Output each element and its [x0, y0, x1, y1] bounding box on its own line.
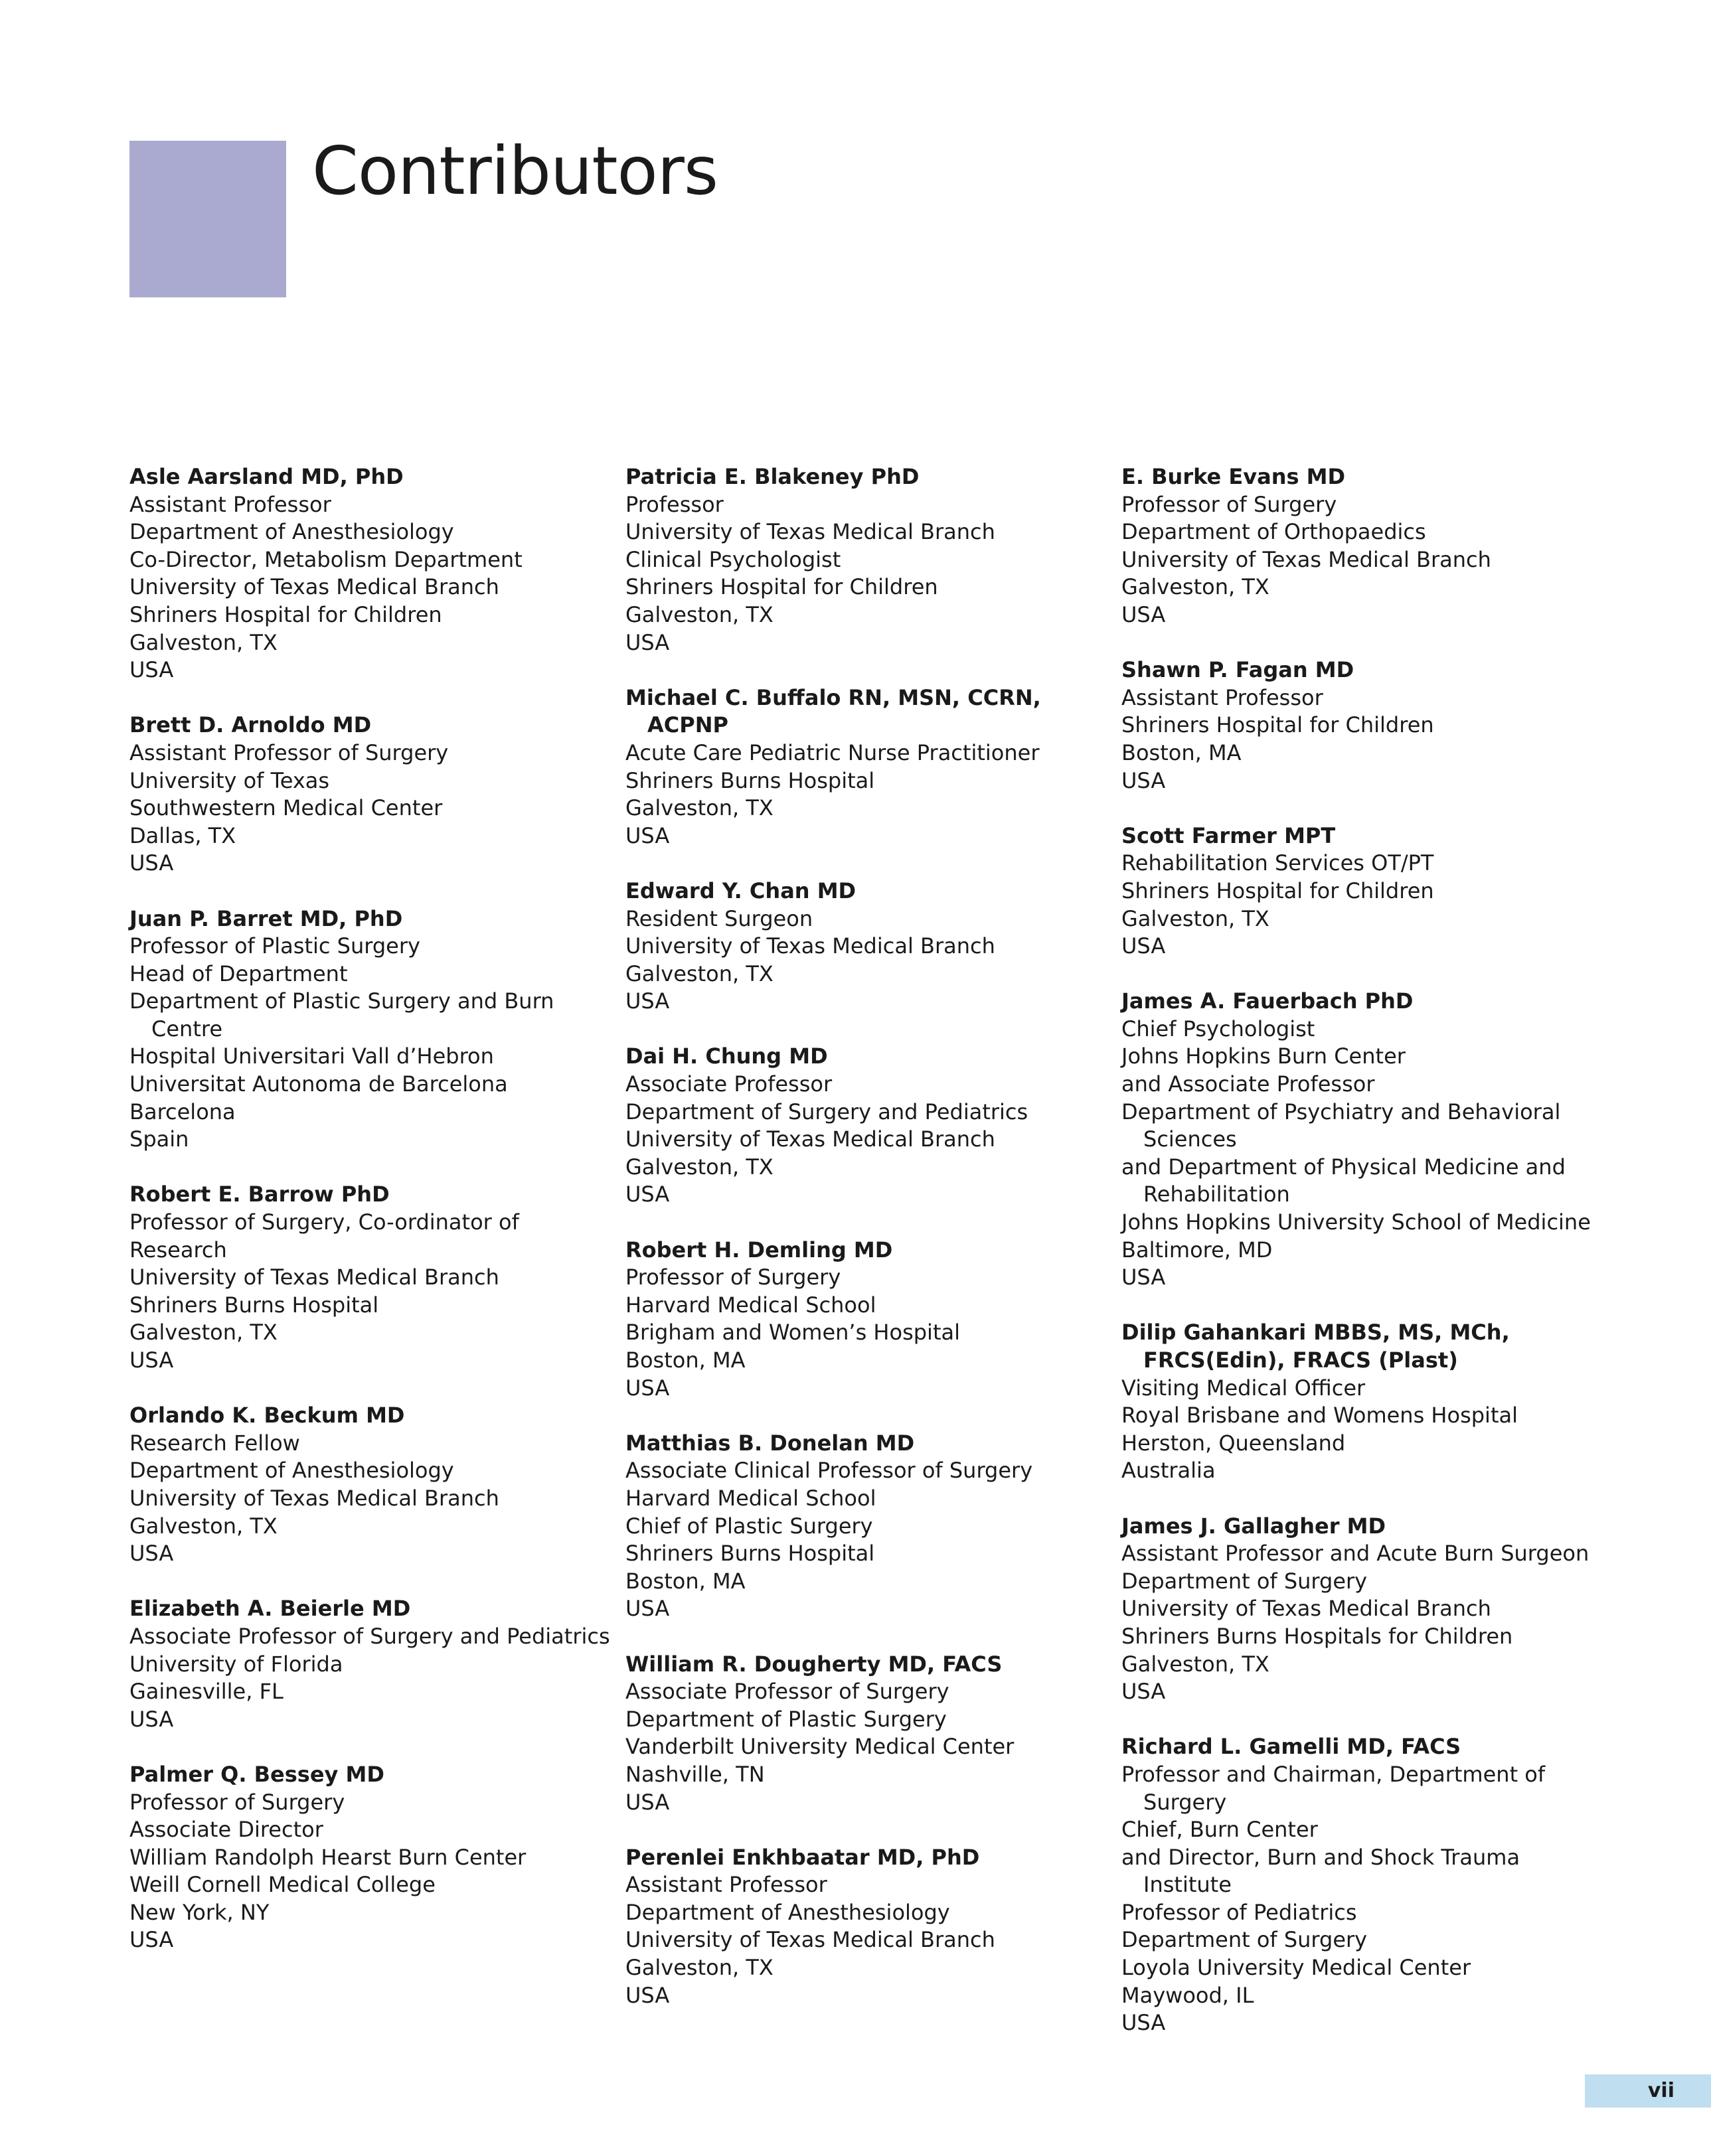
- affiliation-line: Johns Hopkins University School of Medicine: [1121, 1209, 1591, 1235]
- affiliation-line: Professor: [625, 491, 724, 517]
- contributor-name: Juan P. Barret MD, PhD: [129, 905, 403, 931]
- contributor-entry: [1121, 1319, 1626, 1485]
- affiliation-line: and Associate Professor: [1121, 1071, 1375, 1097]
- affiliation-line: Clinical Psychologist: [625, 546, 841, 572]
- affiliation-line: Southwestern Medical Center: [129, 795, 443, 821]
- affiliation-line: University of Texas Medical Branch: [129, 1485, 499, 1511]
- contributor-entry: [625, 1844, 1130, 2010]
- affiliation-line: Department of Surgery: [1121, 1568, 1368, 1594]
- affiliation-line: Associate Director: [129, 1817, 323, 1843]
- affiliation-line: Universitat Autonoma de Barcelona: [129, 1071, 508, 1097]
- contributor-entry: [625, 684, 1130, 850]
- affiliation-line: Galveston, TX: [1121, 574, 1269, 600]
- affiliation-line: Maywood, IL: [1121, 1982, 1254, 2008]
- affiliation-line: Department of Surgery: [1121, 1927, 1368, 1953]
- affiliation-line: Galveston, TX: [625, 601, 774, 627]
- affiliation-line: Royal Brisbane and Womens Hospital: [1121, 1403, 1518, 1428]
- affiliation-line: Shriners Hospital for Children: [1121, 712, 1434, 738]
- contributor-name: Elizabeth A. Beierle MD: [129, 1596, 411, 1622]
- affiliation-line: USA: [625, 1596, 670, 1622]
- contributor-name: Brett D. Arnoldo MD: [129, 712, 372, 738]
- affiliation-line: Associate Professor: [625, 1071, 833, 1097]
- contributor-entry: [625, 1651, 1130, 1817]
- affiliation-line: University of Texas Medical Branch: [1121, 546, 1491, 572]
- contributor-entry: [1121, 463, 1626, 629]
- contributor-entry: [129, 712, 634, 878]
- affiliation-line: Harvard Medical School: [625, 1292, 876, 1318]
- contributor-name: Robert H. Demling MD: [625, 1237, 893, 1263]
- affiliation-line: Department of Anesthesiology: [129, 1458, 454, 1484]
- affiliation-line: Harvard Medical School: [625, 1485, 876, 1511]
- affiliation-line: Professor and Chairman, Department of Surgery: [1121, 1761, 1546, 1815]
- affiliation-line: Spain: [129, 1126, 189, 1152]
- affiliation-line: USA: [1121, 1265, 1166, 1290]
- affiliation-line: Assistant Professor: [129, 491, 331, 517]
- contributor-entry: [1121, 656, 1626, 795]
- contributor-entry: [129, 1181, 634, 1374]
- affiliation-line: Rehabilitation Services OT/PT: [1121, 850, 1434, 876]
- affiliation-line: University of Texas Medical Branch: [625, 519, 995, 545]
- affiliation-line: University of Texas Medical Branch: [129, 1265, 499, 1290]
- affiliation-line: Associate Professor of Surgery: [625, 1679, 949, 1705]
- contributor-name: Michael C. Buffalo RN, MSN, CCRN, ACPNP: [625, 684, 1041, 738]
- contributor-entry: [625, 1237, 1130, 1403]
- affiliation-line: Associate Professor of Surgery and Pediatrics: [129, 1623, 610, 1649]
- affiliation-line: Herston, Queensland: [1121, 1430, 1346, 1456]
- affiliation-line: Associate Clinical Professor of Surgery: [625, 1458, 1033, 1484]
- affiliation-line: USA: [129, 1541, 174, 1567]
- affiliation-line: Shriners Burns Hospital: [625, 767, 875, 793]
- affiliation-line: USA: [1121, 601, 1166, 627]
- affiliation-line: Shriners Burns Hospital: [625, 1541, 875, 1567]
- affiliation-line: Galveston, TX: [625, 961, 774, 986]
- contributor-name: Shawn P. Fagan MD: [1121, 657, 1354, 683]
- affiliation-line: New York, NY: [129, 1899, 270, 1925]
- affiliation-line: University of Florida: [129, 1651, 343, 1677]
- affiliation-line: Chief Psychologist: [1121, 1016, 1315, 1041]
- affiliation-line: Research: [129, 1237, 227, 1263]
- contributors-column-2: [625, 463, 1130, 2037]
- affiliation-line: Boston, MA: [1121, 739, 1242, 765]
- affiliation-line: Professor of Plastic Surgery: [129, 933, 420, 959]
- affiliation-line: Galveston, TX: [1121, 905, 1269, 931]
- affiliation-line: USA: [625, 629, 670, 655]
- affiliation-line: Australia: [1121, 1458, 1216, 1484]
- affiliation-line: Loyola University Medical Center: [1121, 1955, 1471, 1981]
- contributor-name: Dilip Gahankari MBBS, MS, MCh, FRCS(Edin), FRACS (Plast): [1121, 1320, 1510, 1373]
- affiliation-line: Assistant Professor of Surgery: [129, 739, 449, 765]
- affiliation-line: Shriners Burns Hospital: [129, 1292, 379, 1318]
- affiliation-line: Chief, Burn Center: [1121, 1817, 1318, 1843]
- affiliation-line: Gainesville, FL: [129, 1679, 284, 1705]
- affiliation-line: USA: [129, 1927, 174, 1953]
- affiliation-line: Professor of Pediatrics: [1121, 1899, 1357, 1925]
- affiliation-line: Dallas, TX: [129, 822, 236, 848]
- affiliation-line: USA: [625, 1182, 670, 1207]
- affiliation-line: University of Texas Medical Branch: [625, 1126, 995, 1152]
- contributor-name: Asle Aarsland MD, PhD: [129, 464, 404, 489]
- affiliation-line: Boston, MA: [625, 1348, 746, 1373]
- title-color-block: [129, 141, 286, 297]
- affiliation-line: USA: [1121, 767, 1166, 793]
- affiliation-line: Professor of Surgery: [625, 1265, 841, 1290]
- affiliation-line: USA: [129, 1348, 174, 1373]
- affiliation-line: William Randolph Hearst Burn Center: [129, 1844, 527, 1870]
- affiliation-line: Shriners Hospital for Children: [129, 601, 442, 627]
- contributors-column-3: [1121, 463, 1626, 2064]
- affiliation-line: Department of Surgery and Pediatrics: [625, 1099, 1028, 1124]
- contributor-entry: [625, 1430, 1130, 1623]
- affiliation-line: Department of Psychiatry and Behavioral Sciences: [1121, 1099, 1561, 1152]
- page-number-tab: [1585, 2074, 1711, 2108]
- affiliation-line: Assistant Professor: [1121, 684, 1323, 710]
- affiliation-line: Professor of Surgery: [1121, 491, 1337, 517]
- contributor-entry: [625, 463, 1130, 656]
- affiliation-line: Assistant Professor: [625, 1872, 827, 1898]
- affiliation-line: Professor of Surgery, Co-ordinator of: [129, 1209, 519, 1235]
- affiliation-line: USA: [625, 1982, 670, 2008]
- affiliation-line: University of Texas Medical Branch: [1121, 1596, 1491, 1622]
- affiliation-line: Weill Cornell Medical College: [129, 1872, 436, 1898]
- affiliation-line: Nashville, TN: [625, 1761, 765, 1787]
- affiliation-line: Barcelona: [129, 1099, 236, 1124]
- contributor-entry: [129, 463, 634, 684]
- contributor-name: E. Burke Evans MD: [1121, 464, 1346, 489]
- contributor-entry: [1121, 988, 1626, 1292]
- affiliation-line: Department of Anesthesiology: [625, 1899, 950, 1925]
- affiliation-line: Galveston, TX: [625, 1154, 774, 1180]
- contributor-entry: [625, 878, 1130, 1016]
- affiliation-line: Chief of Plastic Surgery: [625, 1513, 873, 1539]
- contributor-entry: [129, 1402, 634, 1568]
- contributor-entry: [1121, 822, 1626, 961]
- affiliation-line: USA: [129, 850, 174, 876]
- affiliation-line: Galveston, TX: [1121, 1651, 1269, 1677]
- affiliation-line: Galveston, TX: [129, 1513, 278, 1539]
- affiliation-line: USA: [1121, 933, 1166, 959]
- contributor-name: Richard L. Gamelli MD, FACS: [1121, 1734, 1461, 1760]
- contributor-name: Patricia E. Blakeney PhD: [625, 464, 920, 489]
- page-title: Contributors: [312, 132, 718, 210]
- affiliation-line: Visiting Medical Officer: [1121, 1375, 1366, 1401]
- affiliation-line: Shriners Hospital for Children: [1121, 878, 1434, 903]
- affiliation-line: USA: [1121, 1679, 1166, 1705]
- affiliation-line: Assistant Professor and Acute Burn Surgeon: [1121, 1541, 1589, 1567]
- affiliation-line: Research Fellow: [129, 1430, 300, 1456]
- affiliation-line: Galveston, TX: [625, 1955, 774, 1981]
- affiliation-line: USA: [625, 1375, 670, 1401]
- contributor-name: James J. Gallagher MD: [1121, 1513, 1386, 1539]
- contributor-name: William R. Dougherty MD, FACS: [625, 1651, 1003, 1677]
- affiliation-line: Department of Orthopaedics: [1121, 519, 1426, 545]
- affiliation-line: USA: [625, 988, 670, 1014]
- affiliation-line: Co-Director, Metabolism Department: [129, 546, 523, 572]
- affiliation-line: University of Texas Medical Branch: [625, 1927, 995, 1953]
- affiliation-line: Baltimore, MD: [1121, 1237, 1273, 1263]
- contributor-name: Robert E. Barrow PhD: [129, 1182, 390, 1207]
- affiliation-line: Galveston, TX: [625, 795, 774, 821]
- contributor-entry: [1121, 1513, 1626, 1706]
- contributor-name: Dai H. Chung MD: [625, 1043, 828, 1069]
- affiliation-line: Professor of Surgery: [129, 1789, 345, 1815]
- affiliation-line: University of Texas Medical Branch: [625, 933, 995, 959]
- affiliation-line: Galveston, TX: [129, 1320, 278, 1346]
- contributor-entry: [129, 1761, 634, 1954]
- affiliation-line: Head of Department: [129, 961, 348, 986]
- affiliation-line: Shriners Hospital for Children: [625, 574, 938, 600]
- affiliation-line: Resident Surgeon: [625, 905, 813, 931]
- contributor-name: Edward Y. Chan MD: [625, 878, 856, 903]
- contributor-name: James A. Fauerbach PhD: [1121, 988, 1414, 1014]
- affiliation-line: USA: [625, 822, 670, 848]
- affiliation-line: and Director, Burn and Shock Trauma Institute: [1121, 1844, 1520, 1898]
- contributor-entry: [1121, 1733, 1626, 2037]
- affiliation-line: USA: [129, 1706, 174, 1732]
- affiliation-line: Johns Hopkins Burn Center: [1121, 1043, 1406, 1069]
- affiliation-line: USA: [625, 1789, 670, 1815]
- contributor-name: Matthias B. Donelan MD: [625, 1430, 915, 1456]
- contributor-name: Perenlei Enkhbaatar MD, PhD: [625, 1844, 980, 1870]
- contributor-entry: [625, 1043, 1130, 1209]
- affiliation-line: Hospital Universitari Vall d’Hebron: [129, 1043, 494, 1069]
- affiliation-line: USA: [129, 657, 174, 683]
- affiliation-line: Shriners Burns Hospitals for Children: [1121, 1623, 1513, 1649]
- affiliation-line: Department of Plastic Surgery and Burn Centre: [129, 988, 554, 1041]
- contributor-entry: [129, 1595, 634, 1733]
- contributor-entry: [129, 905, 634, 1154]
- contributor-name: Scott Farmer MPT: [1121, 822, 1336, 848]
- affiliation-line: and Department of Physical Medicine and Rehabilitation: [1121, 1154, 1566, 1207]
- contributor-name: Palmer Q. Bessey MD: [129, 1761, 384, 1787]
- page-number: vii: [1647, 2079, 1674, 2102]
- affiliation-line: Vanderbilt University Medical Center: [625, 1734, 1015, 1760]
- affiliation-line: Department of Anesthesiology: [129, 519, 454, 545]
- affiliation-line: USA: [1121, 2010, 1166, 2036]
- affiliation-line: University of Texas: [129, 767, 330, 793]
- affiliation-line: Department of Plastic Surgery: [625, 1706, 947, 1732]
- contributors-column-1: [129, 463, 634, 1982]
- affiliation-line: Boston, MA: [625, 1568, 746, 1594]
- affiliation-line: Acute Care Pediatric Nurse Practitioner: [625, 739, 1040, 765]
- affiliation-line: Brigham and Women’s Hospital: [625, 1320, 960, 1346]
- contributor-name: Orlando K. Beckum MD: [129, 1403, 405, 1428]
- affiliation-line: University of Texas Medical Branch: [129, 574, 499, 600]
- affiliation-line: Galveston, TX: [129, 629, 278, 655]
